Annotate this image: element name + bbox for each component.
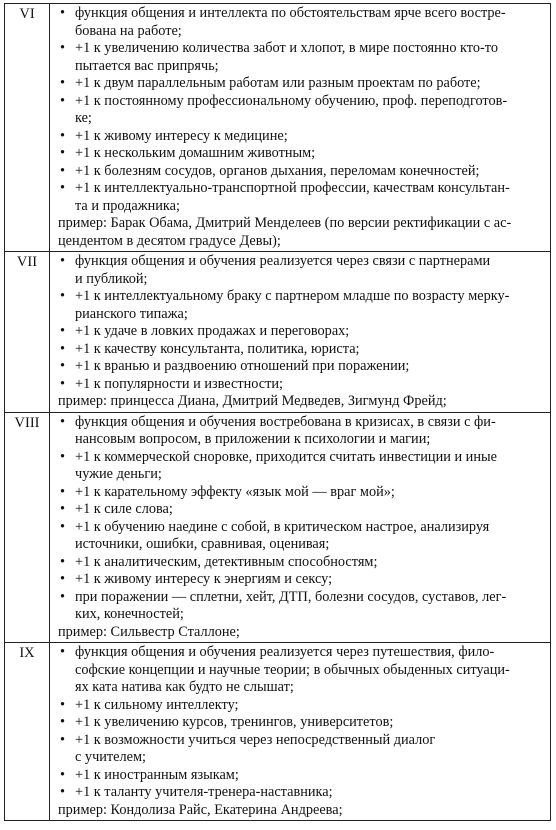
house-description — [50, 643, 551, 821]
example-line: пример: Сильвестр Сталлоне; — [58, 623, 240, 640]
house-number: VII — [5, 252, 50, 413]
bullet-item: • +1 к сильному интеллекту; — [58, 697, 546, 715]
bullet-item: • +1 к таланту учителя-тренера-наставника; — [58, 784, 546, 802]
bullet-item: • +1 к интеллектуально-транспортной профессии, качествам консультан- та и продажника; — [58, 180, 546, 215]
document-page — [4, 3, 551, 821]
house-row — [5, 252, 551, 413]
bullet-item: • +1 к популярности и известности; — [58, 376, 546, 394]
bullet-item: • функция общения и интеллекта по обстоятельствам ярче всего востре- бована на работе; — [58, 5, 546, 40]
bullet-list — [58, 644, 546, 802]
example-line: пример: Барак Обама, Дмитрий Менделеев (по версии ректификации с ас- цендентом в десятом градусе Девы); — [58, 215, 512, 249]
bullet-item: • +1 к двум параллельным работам или разным проектам по работе; — [58, 75, 546, 93]
bullet-item: • +1 к болезням сосудов, органов дыхания, переломам конечностей; — [58, 163, 546, 181]
house-row — [5, 643, 551, 821]
house-number: VI — [5, 4, 50, 252]
bullet-item: • +1 к обучению наедине с собой, в критическом настрое, анализируя источники, ошибки, сравнивая, оценивая; — [58, 519, 546, 554]
bullet-item: • +1 к живому интересу к медицине; — [58, 128, 546, 146]
house-row — [5, 412, 551, 643]
bullet-item: • +1 к аналитическим, детективным способностям; — [58, 554, 546, 572]
bullet-item: • функция общения и обучения реализуется через путешествия, фило- софские концепции и научные теории; в обычных обыденных ситуаци- ях ката натива как будто не слышат; — [58, 644, 546, 697]
bullet-list — [58, 253, 546, 393]
house-description — [50, 4, 551, 252]
houses-table — [4, 3, 551, 821]
bullet-item: • при поражении — сплетни, хейт, ДТП, болезни сосудов, суставов, лег- ких, конечностей; — [58, 589, 546, 624]
bullet-item: • +1 к живому интересу к энергиям и сексу; — [58, 571, 546, 589]
bullet-item: • +1 к увеличению количества забот и хлопот, в мире постоянно кто-то пытается вас припрячь; — [58, 40, 546, 75]
bullet-item: • +1 к возможности учиться через непосредственный диалог с учителем; — [58, 732, 546, 767]
bullet-item: • +1 к постоянному профессиональному обучению, проф. переподготов- ке; — [58, 93, 546, 128]
bullet-item: • +1 к иностранным языкам; — [58, 767, 546, 785]
houses-table-body — [5, 4, 551, 821]
bullet-item: • функция общения и обучения реализуется через связи с партнерами и публикой; — [58, 253, 546, 288]
bullet-item: • +1 к силе слова; — [58, 501, 546, 519]
bullet-item: • +1 к увеличению курсов, тренингов, университетов; — [58, 714, 546, 732]
bullet-list — [58, 414, 546, 624]
house-number: VIII — [5, 412, 50, 643]
house-number: IX — [5, 643, 50, 821]
example-line: пример: Кондолиза Райс, Екатерина Андреева; — [58, 801, 343, 818]
bullet-item: • +1 к нескольким домашним животным; — [58, 145, 546, 163]
bullet-list — [58, 5, 546, 215]
bullet-item: • функция общения и обучения востребована в кризисах, в связи с фи- нансовым вопросом, в приложении к психологии и магии; — [58, 414, 546, 449]
bullet-item: • +1 к карательному эффекту «язык мой — враг мой»; — [58, 484, 546, 502]
house-description — [50, 412, 551, 643]
bullet-item: • +1 к коммерческой сноровке, приходится считать инвестиции и иные чужие деньги; — [58, 449, 546, 484]
house-description — [50, 252, 551, 413]
bullet-item: • +1 к качеству консультанта, политика, юриста; — [58, 341, 546, 359]
bullet-item: • +1 к удаче в ловких продажах и переговорах; — [58, 323, 546, 341]
example-line: пример: принцесса Диана, Дмитрий Медведев, Зигмунд Фрейд; — [58, 393, 447, 409]
house-row — [5, 4, 551, 252]
bullet-item: • +1 к интеллектуальному браку с партнером младше по возрасту мерку- рианского типажа; — [58, 288, 546, 323]
bullet-item: • +1 к вранью и раздвоению отношений при поражении; — [58, 358, 546, 376]
